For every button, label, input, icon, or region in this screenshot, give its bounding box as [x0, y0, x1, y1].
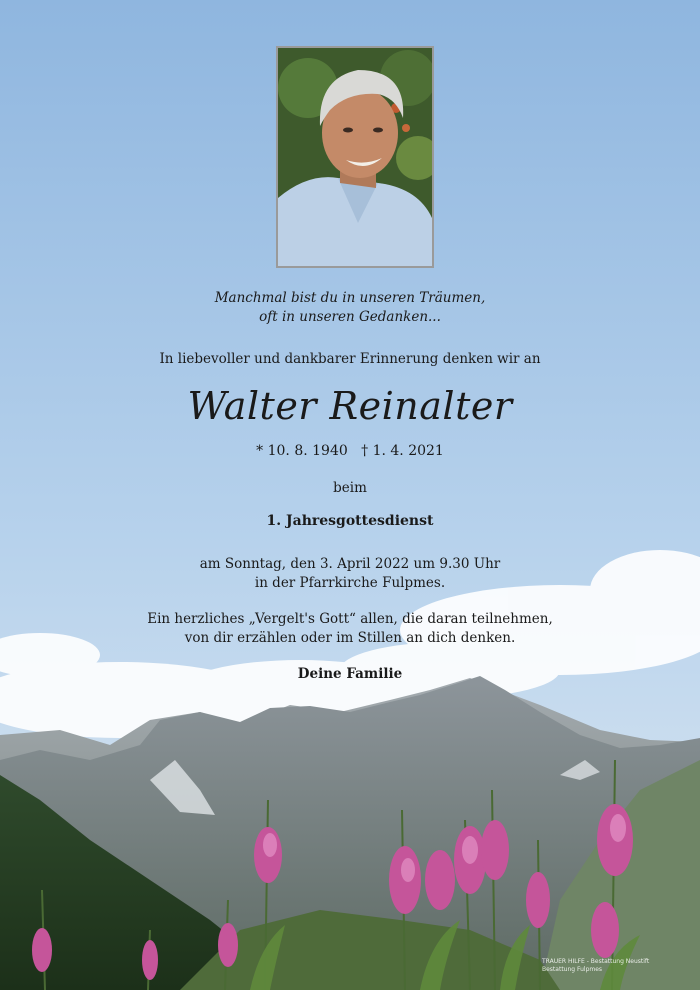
portrait-photo — [276, 46, 434, 268]
deceased-name: Walter Reinalter — [187, 384, 513, 428]
family-signature: Deine Familie — [297, 666, 403, 682]
life-dates — [0, 442, 700, 461]
death-date: † 1. 4. 2021 — [361, 443, 444, 459]
footnote-line-1: TRAUER HILFE - Bestattung Neustift — [542, 958, 650, 965]
event-details — [0, 555, 700, 593]
quote-line-2: oft in unseren Gedanken... — [259, 309, 441, 325]
publisher-footnote — [542, 958, 692, 974]
thanks-line-2: von dir erzählen oder im Stillen an dich denken. — [184, 630, 516, 646]
birth-date: * 10. 8. 1940 — [256, 443, 348, 459]
event-date-time: am Sonntag, den 3. April 2022 um 9.30 Uhr — [199, 556, 501, 572]
event-title: 1. Jahresgottesdienst — [266, 513, 434, 529]
event-location: in der Pfarrkirche Fulpmes. — [254, 575, 446, 591]
remembrance-intro: In liebevoller und dankbarer Erinnerung denken wir an — [159, 351, 541, 367]
footnote-line-2: Bestattung Fulpmes — [542, 966, 603, 973]
beim-text: beim — [333, 480, 367, 496]
quote-line-1: Manchmal bist du in unseren Träumen, — [214, 290, 486, 306]
memorial-quote — [0, 289, 700, 327]
thanks-text — [0, 610, 700, 648]
thanks-line-1: Ein herzliches „Vergelt's Gott“ allen, die daran teilnehmen, — [147, 611, 553, 627]
